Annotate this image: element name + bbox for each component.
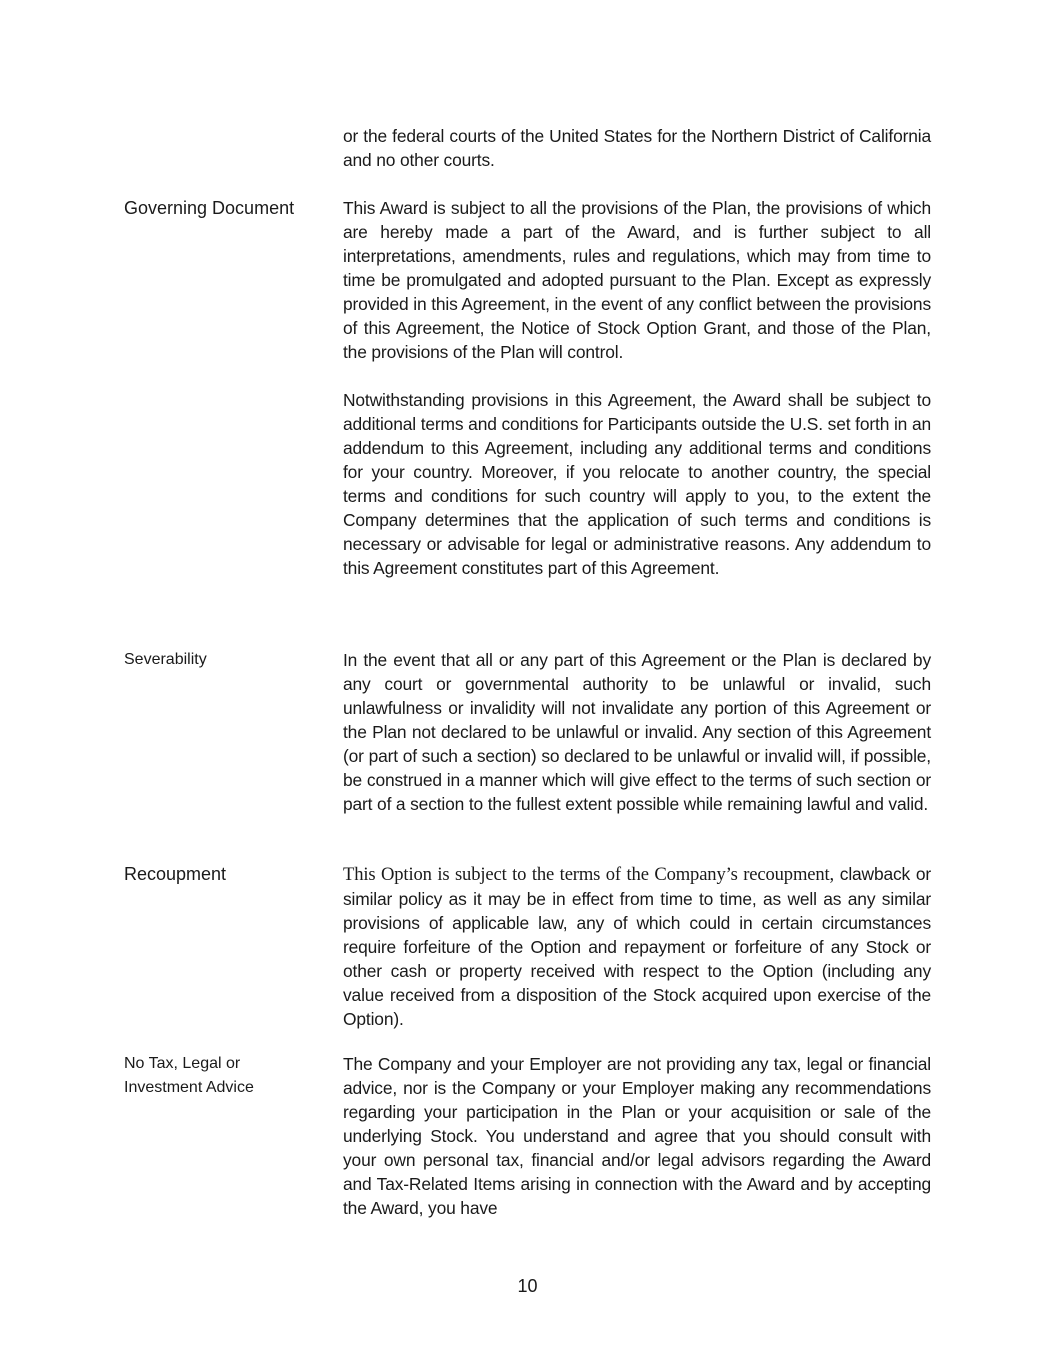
section-body-governing-document — [343, 196, 931, 580]
continuation-text: or the federal courts of the United States for the Northern District of California and no other courts. — [343, 126, 931, 170]
paragraph: The Company and your Employer are not providing any tax, legal or financial advice, nor is the Company or your Employer making any recommendations regarding your participation in the Plan or your acquisition or sale of the underlying Stock. You understand and agree that you should consult with your own personal tax, financial and/or legal advisors regarding the Award and Tax-Related Items arising in connection with the Award and by accepting the Award, you have — [343, 1054, 931, 1218]
section-body-recoupment — [343, 862, 931, 1031]
paragraph: This Award is subject to all the provisions of the Plan, the provisions of which are hereby made a part of the Award, and is further subject to all interpretations, amendments, rules and regulations, which may from time to time be promulgated and adopted pursuant to the Plan. Except as expressly provided in this Agreement, in the event of any conflict between the provisions of this Agreement, the Notice of Stock Option Grant, and those of the Plan, the provisions of the Plan will control. — [343, 198, 931, 362]
paragraph: In the event that all or any part of this Agreement or the Plan is declared by any court or governmental authority to be unlawful or invalid, such unlawfulness or invalidity will not invalidate any portion of this Agreement or the Plan not declared to be unlawful or invalid. Any section of this Agreement (or part of such a section) so declared to be unlawful or invalid will, if possible, be construed in a manner which will give effect to the terms of such section or part of a section to the fullest extent possible while remaining lawful and valid. — [343, 650, 931, 814]
section-label-governing-document: Governing Document — [124, 198, 295, 218]
paragraph: Notwithstanding provisions in this Agreement, the Award shall be subject to additional terms and conditions for Participants outside the U.S. set forth in an addendum to this Agreement, including any additional terms and conditions for your country. Moreover, if you relocate to another country, the special terms and conditions for such country will apply to you, to the extent the Company determines that the application of such terms and conditions is necessary or advisable for legal or administrative reasons. Any addendum to this Agreement constitutes part of this Agreement. — [343, 390, 931, 578]
recoupment-lead-text: This Option is subject to the terms of the Company’s recoupment, — [343, 864, 835, 885]
section-label-recoupment: Recoupment — [124, 864, 227, 884]
section-label-no-tax-advice: No Tax, Legal or Investment Advice — [124, 1055, 254, 1096]
page-number: 10 — [517, 1276, 538, 1296]
section-body-no-tax-advice — [343, 1052, 931, 1220]
section-body-severability — [343, 648, 931, 816]
continuation-paragraph — [343, 124, 931, 172]
recoupment-rest-text: clawback or similar policy as it may be in effect from time to time, as well as any similar provisions of applicable law, any of which could in certain circumstances require forfeiture of the Option and repayment or forfeiture of any Stock or other cash or property received with respect to the Option (including any value received from a disposition of the Stock acquired upon exercise of the Option). — [343, 864, 931, 1029]
section-label-severability: Severability — [124, 651, 207, 668]
paragraph — [343, 862, 931, 1031]
